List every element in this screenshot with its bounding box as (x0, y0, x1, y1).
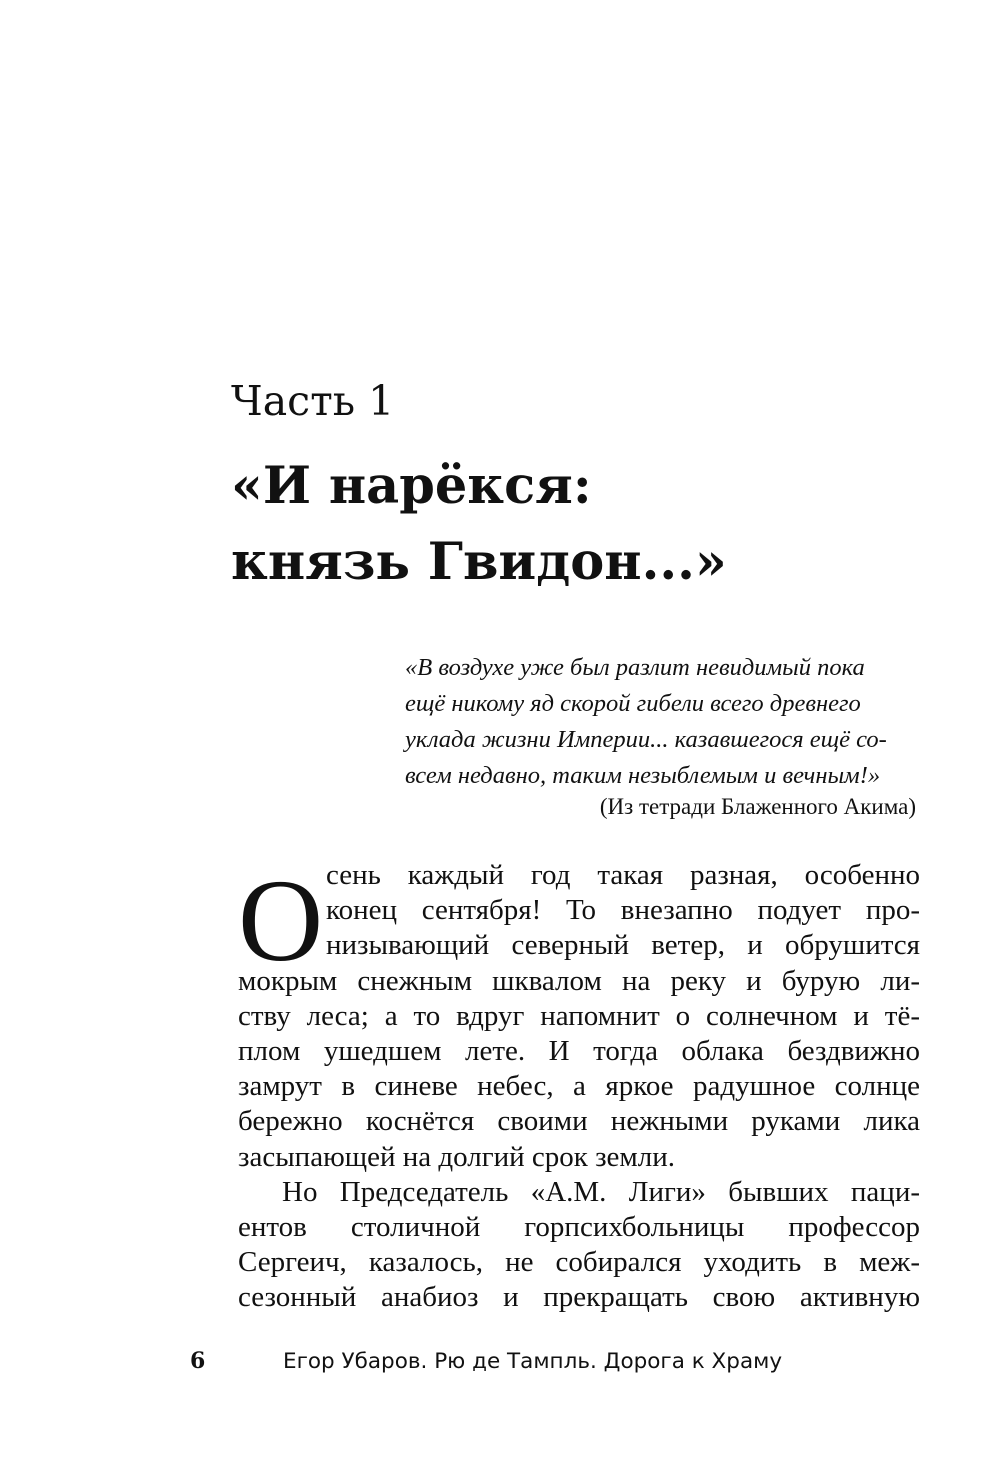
paragraph-line: конец сентября! То внезапно подует про- (326, 894, 920, 927)
epigraph-line: ещё никому яд скорой гибели всего древнего (405, 690, 861, 717)
epigraph-source: (Из тетради Блаженного Акима) (599, 794, 916, 819)
chapter-title (231, 448, 951, 600)
epigraph (405, 650, 925, 794)
paragraph-line: мокрым снежным шквалом на реку и бурую ли- (238, 964, 920, 997)
paragraph-line: ству леса; а то вдруг напомнит о солнечном и тё- (238, 999, 920, 1032)
paragraph-line: ентов столичной горпсихбольницы профессор (238, 1211, 920, 1244)
body-text (238, 855, 920, 1316)
chapter-title-line: князь Гвидон...» (231, 532, 727, 592)
paragraph-line: Сергеич, казалось, не собирался уходить в меж- (238, 1246, 920, 1279)
paragraph-line: бережно коснётся своими нежными руками лика (238, 1105, 920, 1138)
running-title: Егор Убаров. Рю де Тампль. Дорога к Храму (283, 1349, 783, 1374)
epigraph-line: всем недавно, таким незыблемым и вечным!» (405, 762, 881, 789)
paragraph-line: сезонный анабиоз и прекращать свою активную (238, 1281, 920, 1314)
chapter-title-line: «И нарёкся: (231, 456, 592, 516)
paragraph-line: Но Председатель «А.М. Лиги» бывших паци- (282, 1175, 920, 1208)
paragraph-line: замрут в синеве небес, а яркое радушное солнце (238, 1070, 920, 1103)
paragraph-line: сень каждый год такая разная, особенно (326, 859, 920, 891)
drop-cap: О (238, 855, 324, 986)
paragraph-line: низывающий северный ветер, и обрушится (326, 929, 920, 962)
paragraph-line: засыпающей на долгий срок земли. (238, 1140, 676, 1173)
part-label: Часть 1 (231, 377, 395, 425)
paragraph-line: плом ушедшем лете. И тогда облака бездвижно (238, 1035, 920, 1068)
page-number: 6 (190, 1348, 206, 1374)
epigraph-line: уклада жизни Империи... казавшегося ещё со- (405, 726, 887, 753)
epigraph-line: «В воздухе уже был разлит невидимый пока (405, 654, 865, 681)
